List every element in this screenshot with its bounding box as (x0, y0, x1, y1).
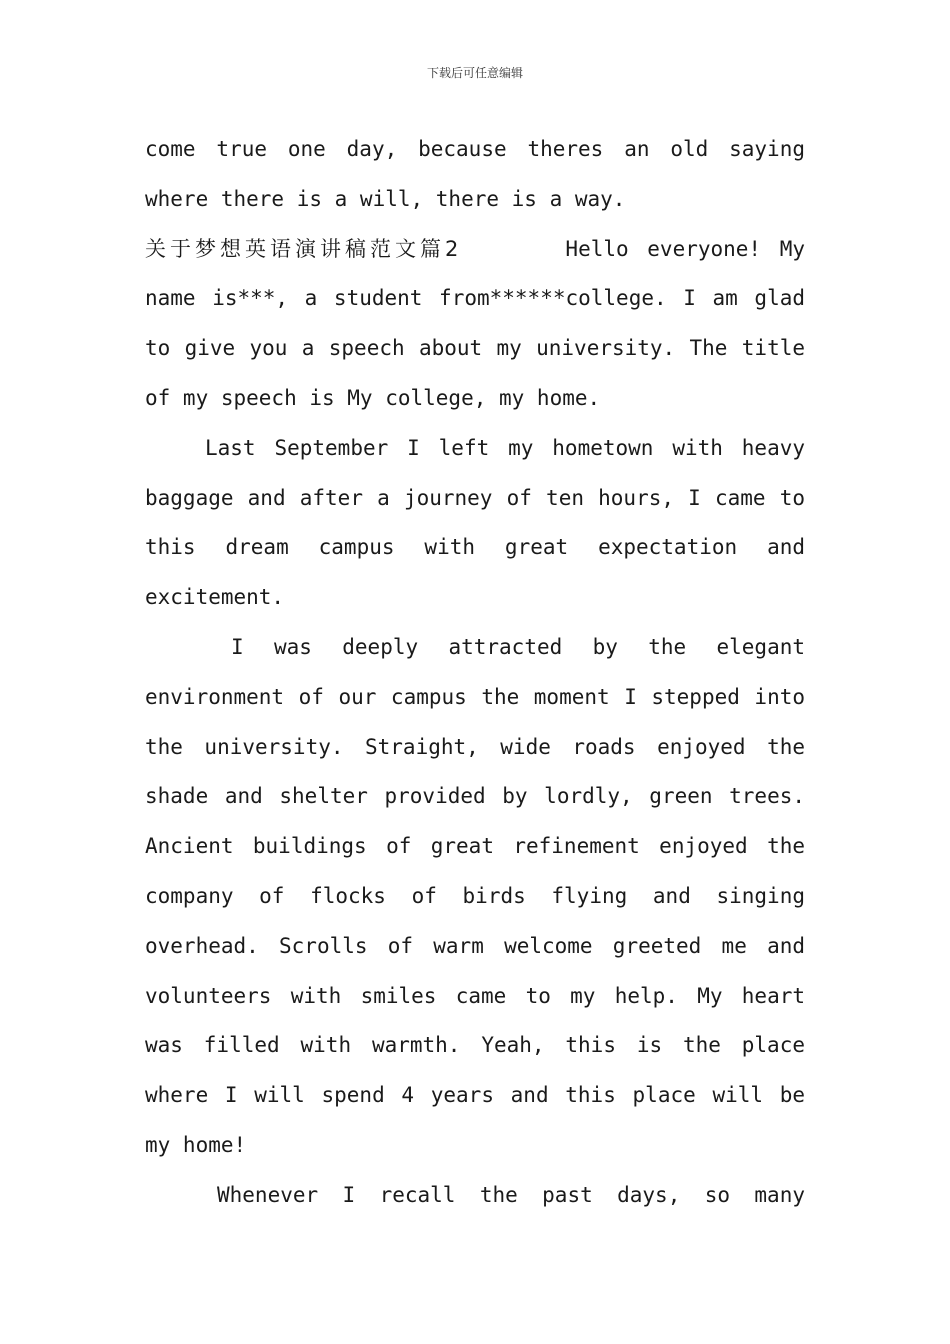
section-heading: 关于梦想英语演讲稿范文篇2 (145, 236, 463, 261)
text-line: volunteers with smiles came to my help. My heart (145, 983, 805, 1008)
paragraph-3 (145, 424, 805, 623)
text-line: baggage and after a journey of ten hours, I came to (145, 485, 805, 510)
page-header: 下载后可任意编辑 (426, 66, 523, 80)
text-line: overhead. Scrolls of warm welcome greeted me and (145, 933, 805, 958)
text-line: to give you a speech about my university. The title (145, 336, 805, 361)
text-line: Whenever I recall the past days, so many (217, 1182, 805, 1207)
text-line: come true one day, because theres an old saying (145, 137, 805, 161)
text-line: my home! (145, 1132, 247, 1157)
text-line: Hello everyone! My (565, 236, 805, 261)
heading-line (145, 225, 805, 275)
document-body (145, 125, 805, 1221)
paragraph-2 (145, 225, 805, 424)
text-line: excitement. (145, 585, 285, 610)
text-line: was filled with warmth. Yeah, this is the place (145, 1033, 805, 1058)
text-line: Ancient buildings of great refinement enjoyed the (145, 834, 805, 859)
text-line: the university. Straight, wide roads enjoyed the (145, 734, 805, 759)
paragraph-5 (145, 1171, 805, 1221)
text-line: where there is a will, there is a way. (145, 186, 626, 211)
text-line: company of flocks of birds flying and singing (145, 883, 805, 908)
text-line: environment of our campus the moment I stepped into (145, 684, 805, 709)
text-line: where I will spend 4 years and this place will be (145, 1083, 805, 1108)
text-line: Last September I left my hometown with heavy (205, 435, 805, 460)
text-line: shade and shelter provided by lordly, green trees. (145, 784, 805, 809)
text-line: name is***, a student from******college. I am glad (145, 286, 805, 311)
text-line: of my speech is My college, my home. (145, 385, 601, 410)
paragraph-4 (145, 623, 805, 1171)
paragraph-1 (145, 125, 805, 225)
text-line: this dream campus with great expectation and (145, 535, 805, 560)
text-line: I was deeply attracted by the elegant (231, 634, 805, 659)
